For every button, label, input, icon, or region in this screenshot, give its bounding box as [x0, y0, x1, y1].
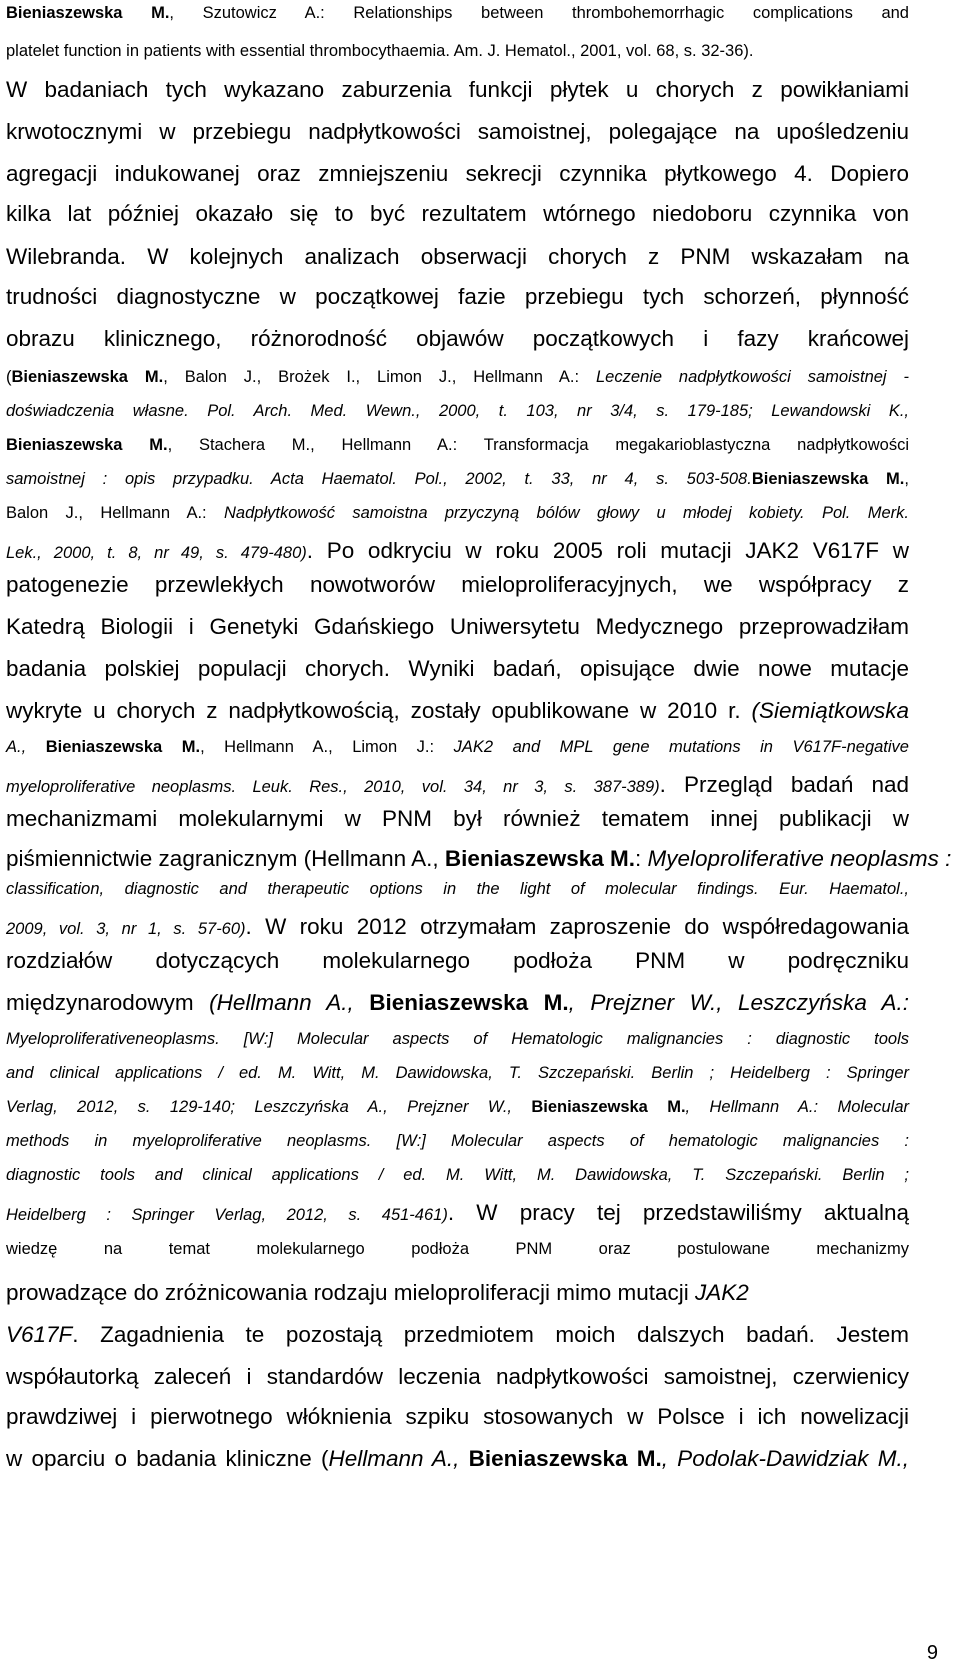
citation-text: 2009, vol. 3, nr 1, s. 57-60): [6, 920, 246, 938]
citation-text: JAK2: [695, 1280, 749, 1305]
citation-text: methods in myeloproliferative neoplasms. [W:] Molecular aspects of hematologic malignancies :: [6, 1132, 909, 1150]
citation-text: Lek., 2000, t. 8, nr 49, s. 479-480): [6, 544, 307, 562]
text-segment: trudności diagnostyczne w początkowej fazie przebiegu tych schorzeń, płynność: [6, 284, 909, 309]
text-segment: Wilebranda. W kolejnych analizach obserwacji chorych z PNM wskazałam na: [6, 244, 909, 269]
citation-text: samoistnej : opis przypadku. Acta Haematol. Pol., 2002, t. 33, nr 4, s. 503-508.: [6, 470, 752, 488]
text-segment: współautorką zaleceń i standardów leczenia nadpłytkowości samoistnej, czerwienicy: [6, 1364, 909, 1389]
author-name: Bieniaszewska M.: [45, 738, 201, 756]
text-line: [6, 119, 909, 145]
text-segment: wykryte u chorych z nadpłytkowością, zostały opublikowane w 2010 r.: [6, 698, 752, 723]
text-segment: , Hellmann A., Limon J.:: [200, 738, 454, 756]
citation-text: diagnostic tools and clinical applications / ed. M. Witt, M. Dawidowska, T. Szczepański. Berlin ;: [6, 1166, 909, 1184]
text-line: [6, 806, 909, 832]
text-line: [6, 77, 909, 103]
text-segment: , Balon J., Brożek I., Limon J., Hellmann A.:: [163, 368, 596, 386]
text-line: [6, 4, 909, 23]
text-segment: obrazu klinicznego, różnorodność objawów początkowych i fazy krańcowej: [6, 326, 909, 351]
author-name: Bieniaszewska M.: [6, 4, 170, 22]
text-line: [6, 1446, 909, 1472]
text-line: [6, 948, 909, 974]
citation-text: doświadczenia własne. Pol. Arch. Med. Wewn., 2000, t. 103, nr 3/4, s. 179-185; Lewandowski K.,: [6, 402, 909, 420]
text-segment: , Szutowicz A.: Relationships between thrombohemorrhagic complications and: [169, 4, 909, 22]
text-line: [6, 1166, 909, 1185]
citation-text: (Siemiątkowska: [751, 698, 909, 723]
text-line: [6, 470, 909, 489]
citation-text: , Prejzner W., Leszczyńska A.:: [568, 990, 909, 1015]
citation-text: myeloproliferative neoplasms. Leuk. Res., 2010, vol. 34, nr 3, s. 387-389): [6, 778, 660, 796]
citation-text: Myeloproliferativeneoplasms. [W:] Molecular aspects of Hematologic malignancies : diagnostic tools: [6, 1030, 909, 1048]
text-line: [6, 402, 909, 421]
text-segment: W badaniach tych wykazano zaburzenia funkcji płytek u chorych z powikłaniami: [6, 77, 909, 102]
citation-text: Heidelberg : Springer Verlag, 2012, s. 451-461): [6, 1206, 448, 1224]
text-segment: Katedrą Biologii i Genetyki Gdańskiego Uniwersytetu Medycznego przeprowadziłam: [6, 614, 909, 639]
citation-text: JAK2 and MPL gene mutations in V617F-negative: [453, 738, 909, 756]
text-segment: . Zagadnienia te pozostają przedmiotem moich dalszych badań. Jestem: [72, 1322, 909, 1347]
text-segment: . W roku 2012 otrzymałam zaproszenie do współredagowania: [245, 914, 910, 939]
text-line: [6, 738, 909, 757]
text-segment: prawdziwej i pierwotnego włóknienia szpiku stosowanych w Polsce i ich nowelizacji: [6, 1404, 909, 1429]
text-segment: agregacji indukowanej oraz zmniejszeniu sekrecji czynnika płytkowego 4. Dopiero: [6, 161, 909, 186]
text-line: [6, 1322, 909, 1348]
text-line: [6, 436, 909, 455]
text-segment: (: [6, 368, 12, 386]
text-line: [6, 1364, 909, 1390]
citation-text: A.,: [6, 738, 46, 756]
citation-text: Leczenie nadpłytkowości samoistnej -: [595, 368, 909, 386]
citation-text: , Hellmann A.: Molecular: [685, 1098, 909, 1116]
text-line: [6, 1030, 909, 1049]
text-segment: mechanizmami molekularnymi w PNM był również tematem innej publikacji w: [6, 806, 909, 831]
text-line: [6, 1240, 909, 1259]
text-line: [6, 698, 909, 724]
citation-text: Myeloproliferative neoplasms :: [647, 846, 952, 871]
text-line: [6, 772, 909, 798]
text-segment: piśmiennictwie zagranicznym: [6, 846, 304, 871]
text-line: [6, 161, 909, 187]
author-name: Bieniaszewska M.: [11, 368, 164, 386]
citation-text: Nadpłytkowość samoistna przyczyną bólów głowy u młodej kobiety. Pol. Merk.: [224, 504, 909, 522]
text-segment: patogenezie przewlekłych nowotworów mieloproliferacyjnych, we współpracy z: [6, 572, 909, 597]
text-line: [6, 1132, 909, 1151]
author-name: Bieniaszewska M.: [468, 1446, 662, 1471]
text-line: [6, 368, 909, 387]
text-segment: , Stachera M., Hellmann A.: Transformacja megakarioblastyczna nadpłytkowości: [167, 436, 909, 454]
citation-text: Hellmann A.,: [328, 1446, 469, 1471]
text-line: [6, 1098, 909, 1117]
text-segment: prowadzące do zróżnicowania rodzaju mieloproliferacji mimo mutacji: [6, 1280, 696, 1305]
text-line: [6, 42, 909, 61]
text-line: [6, 326, 909, 352]
citation-text: Verlag, 2012, s. 129-140; Leszczyńska A., Prejzner W.,: [6, 1098, 532, 1116]
author-name: Bieniaszewska M.: [531, 1098, 686, 1116]
text-segment: :: [635, 846, 648, 871]
text-segment: . Po odkryciu w roku 2005 roli mutacji JAK2 V617F w: [306, 538, 910, 563]
text-segment: . Przegląd badań nad: [659, 772, 909, 797]
citation-text: and clinical applications / ed. M. Witt, M. Dawidowska, T. Szczepański. Berlin ; Heidelberg : Springer: [6, 1064, 909, 1082]
text-line: [6, 656, 909, 682]
text-segment: Balon J., Hellmann A.:: [6, 504, 224, 522]
text-segment: międzynarodowym: [6, 990, 210, 1015]
text-line: [6, 1200, 909, 1226]
text-segment: krwotocznymi w przebiegu nadpłytkowości samoistnej, polegające na upośledzeniu: [6, 119, 909, 144]
text-segment: w oparciu o badania kliniczne (: [6, 1446, 329, 1471]
text-line: [6, 1280, 909, 1306]
text-segment: badania polskiej populacji chorych. Wyniki badań, opisujące dwie nowe mutacje: [6, 656, 909, 681]
text-line: [6, 538, 909, 564]
text-segment: (Hellmann A.,: [303, 846, 445, 871]
text-line: [6, 1064, 909, 1083]
text-line: [6, 201, 909, 227]
text-segment: rozdziałów dotyczących molekularnego podłoża PNM w podręczniku: [6, 948, 909, 973]
text-line: [6, 614, 909, 640]
text-line: [6, 990, 909, 1016]
citation-text: , Podolak-Dawidziak M.,: [661, 1446, 909, 1471]
author-name: Bieniaszewska M.: [751, 470, 905, 488]
text-segment: kilka lat później okazało się to być rezultatem wtórnego niedoboru czynnika von: [6, 201, 909, 226]
text-line: [6, 572, 909, 598]
text-segment: ,: [904, 470, 909, 488]
text-segment: platelet function in patients with essential thrombocythaemia. Am. J. Hematol., 2001, vol. 68, s. 32-36).: [6, 42, 754, 60]
text-line: [6, 284, 909, 310]
text-line: [6, 914, 909, 940]
text-segment: wiedzę na temat molekularnego podłoża PNM oraz postulowane mechanizmy: [6, 1240, 909, 1258]
text-line: [6, 846, 952, 872]
citation-text: (Hellmann A.,: [209, 990, 370, 1015]
author-name: Bieniaszewska M.: [369, 990, 569, 1015]
citation-text: V617F: [6, 1322, 73, 1347]
page-number: 9: [926, 1642, 938, 1664]
author-name: Bieniaszewska M.: [444, 846, 636, 871]
citation-text: classification, diagnostic and therapeutic options in the light of molecular findings. Eur. Haematol.,: [6, 880, 909, 898]
text-line: [6, 244, 909, 270]
text-line: [6, 504, 909, 523]
text-segment: . W pracy tej przedstawiliśmy aktualną: [447, 1200, 909, 1225]
text-line: [6, 1404, 909, 1430]
author-name: Bieniaszewska M.: [6, 436, 168, 454]
text-line: [6, 880, 909, 899]
